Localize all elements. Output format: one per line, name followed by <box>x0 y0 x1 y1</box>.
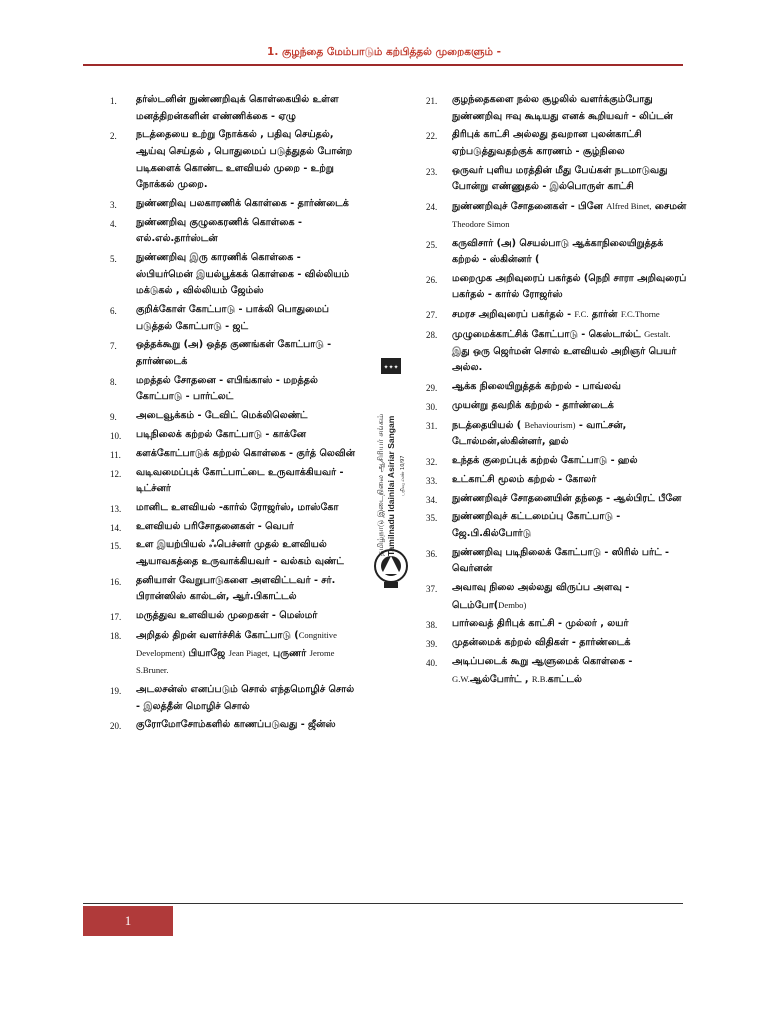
association-logo <box>370 356 412 596</box>
item-number: 5. <box>110 254 117 265</box>
item-number: 19. <box>110 685 122 696</box>
item-english-term: Dembo) <box>498 599 527 610</box>
item-number: 9. <box>110 412 117 423</box>
item-text-part: நுண்ணறிவுச் சோதனையின் தந்தை - ஆல்பிரட் பீனே <box>452 492 682 504</box>
item-text <box>136 539 344 567</box>
item-text-part: திரிபுக் காட்சி அல்லது தவறான புலன்காட்சி ஏற்படுத்துவதற்குக் காரணம் - சூழ்நிலை <box>452 129 642 157</box>
item-number: 30. <box>426 401 438 412</box>
list-item <box>110 627 360 680</box>
item-text-part: நுண்ணறிவு குழுகைரணிக் கொள்கை - எல்.எல்.தார்ஸ்டன் <box>136 216 302 245</box>
list-item <box>426 491 688 508</box>
item-text-part: நுண்ணறிவு படிநிலைக் கோட்பாடு - ஸிரில் பர்ட் - வெர்னன் <box>452 546 670 575</box>
page-number: 1 <box>124 913 132 928</box>
list-item <box>110 500 360 517</box>
item-text-part: இது ஒரு ஜெர்மன் சொல் உளவியல் அறிஞர் பெயர் அல்ல. <box>452 345 677 374</box>
item-text <box>136 375 318 403</box>
item-text <box>452 94 673 122</box>
footer-divider <box>83 903 683 904</box>
item-text-part: களக்கோட்பாடுக் கற்றல் கொள்கை - குர்த் லெவின் <box>136 447 356 459</box>
item-text-part: மானிட உளவியல் -கார்ல் ரோஜர்ஸ், மாஸ்கோ <box>136 501 339 513</box>
item-text <box>452 455 638 466</box>
list-item <box>426 326 688 377</box>
item-text-part: வடிவமைப்புக் கோட்பாட்டை உருவாக்கியவர் - டிட்ச்னர் <box>136 466 344 495</box>
list-item <box>426 472 688 489</box>
item-text-part: மருத்துவ உளவியல் முறைகள் - மெஸ்மர் <box>136 610 318 622</box>
item-text <box>452 201 686 230</box>
item-text-part: உட்காட்சி மூலம் கற்றல் - கோலர் <box>452 473 597 485</box>
item-text-part: ஆல்போர்ட் , <box>469 673 532 685</box>
item-text <box>136 129 352 190</box>
item-number: 31. <box>426 420 438 431</box>
item-text-part: உள இயற்பியல் ஃபெச்னர் முதல் உளவியல் ஆயாவகத்தை உருவாக்கியவர் - வல்கம் வுண்ட் <box>136 539 344 568</box>
list-item <box>110 717 360 734</box>
list-item <box>426 417 688 451</box>
item-text-part: நடத்தையியல் ( <box>452 419 525 431</box>
item-text-part: படிநிலைக் கற்றல் கோட்பாடு - காக்னே <box>136 428 307 440</box>
item-text <box>452 618 628 629</box>
item-text <box>136 252 349 296</box>
list-item <box>110 537 360 570</box>
item-text <box>452 420 626 448</box>
logo-org-english: Tamilnadu Idainilai Asiriar Sangam <box>386 415 396 556</box>
list-item <box>426 306 688 324</box>
list-item <box>110 446 360 463</box>
item-text-part: நுண்ணறிவு இரு காரணிக் கொள்கை - ஸ்பியர்மென் இயல்பூக்கக் கொள்கை - வில்லியம் மக்டுகல் , வில்லியம் ஜேம்ஸ் <box>136 252 350 297</box>
item-text <box>136 502 339 513</box>
list-item <box>110 250 360 300</box>
item-number: 2. <box>110 131 117 142</box>
item-english-term: Gestalt. <box>644 329 671 340</box>
item-text-part: சமரச அறிவுரைப் பகர்தல் - <box>452 309 575 321</box>
item-text-part: அடலசன்ஸ் எனப்படும் சொல் எந்தமொழிச் சொல் - இலத்தீன் மொழிச் சொல் <box>136 683 355 712</box>
item-text <box>452 329 676 373</box>
list-item <box>426 236 688 269</box>
item-text-part: குரோமோசோம்களில் காணப்படுவது - ஜீன்ஸ் <box>136 719 336 731</box>
item-text-part: அறிதல் திறன் வளர்ச்சிக் கோட்பாடு ( <box>136 630 299 641</box>
header-divider <box>83 64 683 66</box>
item-text <box>136 575 335 603</box>
item-number: 35. <box>426 513 438 524</box>
item-number: 16. <box>110 576 122 587</box>
item-number: 21. <box>426 96 438 106</box>
item-number: 1. <box>110 96 117 106</box>
item-english-term: Theodore Simon <box>452 218 510 229</box>
item-text-part: உளவியல் பரிசோதனைகள் - வெபர் <box>136 520 294 532</box>
logo-reg-number: பதிவு எண் 10/97 <box>400 455 406 496</box>
item-text-part: பார்வைத் திரிபுக் காட்சி - முல்லர் , லயர் <box>452 618 629 630</box>
item-text <box>136 684 354 712</box>
item-text-part: அவாவு நிலை அல்லது விருப்ப அளவு - டெம்போ( <box>452 582 630 611</box>
item-text <box>136 429 306 440</box>
item-number: 18. <box>110 631 122 641</box>
item-text <box>136 610 317 621</box>
item-text-part: அடிப்படைக் கூறு ஆளுமைக் கொள்கை - <box>452 655 633 667</box>
item-text <box>452 547 669 575</box>
item-text <box>452 582 629 611</box>
item-text-part: ஆக்க நிலையிறுத்தக் கற்றல் - பாவ்லவ் <box>452 381 621 392</box>
item-text <box>452 511 620 539</box>
item-number: 33. <box>426 475 438 486</box>
item-number: 26. <box>426 274 438 285</box>
list-item <box>426 271 688 304</box>
item-text <box>452 273 686 301</box>
item-number: 32. <box>426 456 438 467</box>
list-item <box>110 373 360 406</box>
item-text-part: பியாஜே <box>185 647 229 659</box>
item-text <box>136 719 336 730</box>
list-item <box>110 302 360 335</box>
list-item <box>426 545 688 578</box>
item-number: 36. <box>426 548 438 559</box>
item-english-term: Jean Piaget, <box>228 647 270 658</box>
list-item <box>110 408 360 425</box>
list-item <box>426 127 688 160</box>
item-number: 23. <box>426 166 438 177</box>
item-text-part: முதன்மைக் கற்றல் விதிகள் - தார்ண்டைக் <box>452 637 631 649</box>
list-item <box>426 616 688 633</box>
list-item <box>110 215 360 248</box>
item-text-part: தர்ஸ்டனின் நுண்ணறிவுக் கொள்கையில் உள்ள மனத்திறன்களின் எண்ணிக்கை - ஏழு <box>136 94 339 122</box>
item-number: 6. <box>110 306 117 317</box>
list-item <box>426 580 688 614</box>
item-text <box>136 630 337 676</box>
item-number: 13. <box>110 503 122 514</box>
list-item <box>426 379 688 396</box>
item-number: 39. <box>426 639 438 650</box>
item-text-part: தனியாள் வேறுபாடுகளை அளவிட்டவர் - சர். பிரான்ஸிஸ் கால்டன், ஆர்.பிகாட்டல் <box>136 574 336 603</box>
item-text-part: முழுமைக்காட்சிக் கோட்பாடு - கெஸ்டால்ட் <box>452 329 645 341</box>
item-english-term: R.B. <box>531 673 548 684</box>
item-text-part: அடைவூக்கம் - டேவிட் மெக்லிலெண்ட் <box>136 410 308 422</box>
item-number: 11. <box>110 449 121 460</box>
list-item <box>426 635 688 652</box>
item-text-part: மறைமுக அறிவுரைப் பகர்தல் (நெறி சாரா அறிவுரைப் பகர்தல் - கார்ல் ரோஜர்ஸ் <box>452 272 687 301</box>
item-number: 27. <box>426 310 438 321</box>
item-number: 4. <box>110 218 117 229</box>
item-text-part: குறிக்கோள் கோட்பாடு - பாக்லி பொதுமைப் படுத்தல் கோட்பாடு - ஜட் <box>136 304 330 332</box>
item-text <box>452 238 663 266</box>
item-number: 22. <box>426 131 438 142</box>
item-text <box>452 656 632 685</box>
item-number: 14. <box>110 522 122 533</box>
list-item <box>426 398 688 415</box>
item-text <box>136 448 355 459</box>
item-number: 17. <box>110 612 122 623</box>
item-english-term: Congnitive Development) <box>136 630 337 658</box>
item-text <box>452 129 642 157</box>
list-item <box>426 453 688 470</box>
list-item <box>110 519 360 536</box>
item-text <box>452 637 631 648</box>
item-number: 29. <box>426 383 438 393</box>
left-column <box>110 92 360 736</box>
svg-text:✦✦✦: ✦✦✦ <box>383 364 399 371</box>
item-text-part: நடத்தையை உற்று நோக்கல் , பதிவு செய்தல், ஆய்வு செய்தல் , பொதுமைப் படுத்துதல் போன்ற படிகளைக் கொண்ட உளவியல் முறை - உற்று நோக்கல் முறை. <box>136 129 353 191</box>
item-number: 3. <box>110 199 117 210</box>
item-number: 15. <box>110 541 122 552</box>
list-item <box>110 337 360 370</box>
list-item <box>110 127 360 193</box>
item-text-part: ஒத்தக்கூறு (அ) ஒத்த குணங்கள் கோட்பாடு - தார்ண்டைக் <box>136 339 332 368</box>
item-english-term: G.W. <box>452 673 470 684</box>
item-number: 8. <box>110 376 117 387</box>
logo-emblem-top <box>381 358 401 374</box>
item-text-part: சைமன் <box>651 201 687 213</box>
list-item <box>426 92 688 125</box>
item-text <box>452 381 621 392</box>
item-text-part: ஒருவர் புளிய மரத்தின் மீது பேய்கள் நடமாடுவது போன்று எண்ணுதல் - இல்பொருள் காட்சி <box>452 164 668 193</box>
logo-org-tamil: தமிழ்நாடு இடைநிலை ஆசிரியர் சங்கம் <box>376 413 385 556</box>
item-text-part: முயன்று தவறிக் கற்றல் - தார்ண்டைக் <box>452 399 614 411</box>
item-text <box>452 165 668 193</box>
list-item <box>110 196 360 213</box>
item-number: 20. <box>110 721 122 732</box>
item-number: 28. <box>426 330 438 341</box>
item-text <box>136 521 294 532</box>
item-text-part: நுண்ணறிவுச் சோதனைகள் - பினே <box>452 201 607 213</box>
list-item <box>426 654 688 688</box>
item-text <box>452 309 660 320</box>
item-number: 12. <box>110 468 122 479</box>
list-item <box>110 608 360 625</box>
item-number: 40. <box>426 657 438 668</box>
item-text <box>136 198 349 209</box>
page-number-box <box>83 906 173 936</box>
item-number: 24. <box>426 202 438 213</box>
list-item <box>110 465 360 498</box>
item-text <box>136 304 329 332</box>
item-text-part: - வாட்சன், டோல்மன்,ஸ்கின்னர், ஹல் <box>452 419 627 448</box>
list-item <box>426 163 688 196</box>
item-english-term: Behaviourism) <box>524 419 576 430</box>
item-text <box>136 467 344 495</box>
item-text <box>452 493 681 504</box>
item-text <box>136 410 308 421</box>
item-number: 34. <box>426 494 438 505</box>
item-text-part: நுண்ணறிவு பலகாரணிக் கொள்கை - தார்ண்டைக் <box>136 197 349 209</box>
item-text <box>452 400 614 411</box>
list-item <box>110 682 360 715</box>
item-text-part: காட்டல் <box>547 673 583 685</box>
item-text <box>136 339 331 367</box>
page-header-title: 1. குழந்தை மேம்பாடும் கற்பித்தல் முறைகளும் - <box>267 46 501 58</box>
right-column <box>426 92 688 690</box>
list-item <box>426 198 688 233</box>
item-number: 7. <box>110 341 117 352</box>
item-text-part: மறத்தல் சோதனை - எபிங்காஸ் - மறத்தல் கோட்பாடு - பார்ட்லட் <box>136 374 318 403</box>
item-english-term: Alfred Binet, <box>606 201 652 212</box>
item-text-part: நுண்ணறிவுச் கட்டமைப்பு கோட்பாடு - ஜே.பி.கில்போர்டு <box>452 511 621 539</box>
item-text-part: கருவிசார் (அ) செயல்பாடு ஆக்காநிலையிறுத்தக் கற்றல் - ஸ்கின்னர் ( <box>452 237 664 266</box>
item-number: 37. <box>426 584 438 595</box>
item-number: 38. <box>426 620 438 631</box>
item-text-part: தார்ன் <box>588 309 621 321</box>
list-item <box>110 573 360 606</box>
list-item <box>110 427 360 444</box>
item-text <box>136 94 339 122</box>
list-item <box>426 509 688 542</box>
item-number: 10. <box>110 430 122 441</box>
item-text <box>452 474 596 485</box>
item-english-term: F.C. <box>574 309 589 320</box>
item-number: 25. <box>426 239 438 250</box>
item-english-term: F.C.Thorne <box>620 309 660 320</box>
list-item <box>110 92 360 125</box>
item-text-part: புருணர் <box>269 647 310 659</box>
item-english-term: Jerome S.Bruner. <box>136 647 335 676</box>
item-text-part: உந்தக் குறைப்புக் கற்றல் கோட்பாடு - ஹல் <box>452 454 638 466</box>
item-text-part: குழந்தைகளை நல்ல சூழலில் வளர்க்கும்போது நுண்ணறிவு ஈவு கூடியது எனக் கூறியவர் - லிப்டன் <box>452 94 673 122</box>
item-text <box>136 217 302 245</box>
